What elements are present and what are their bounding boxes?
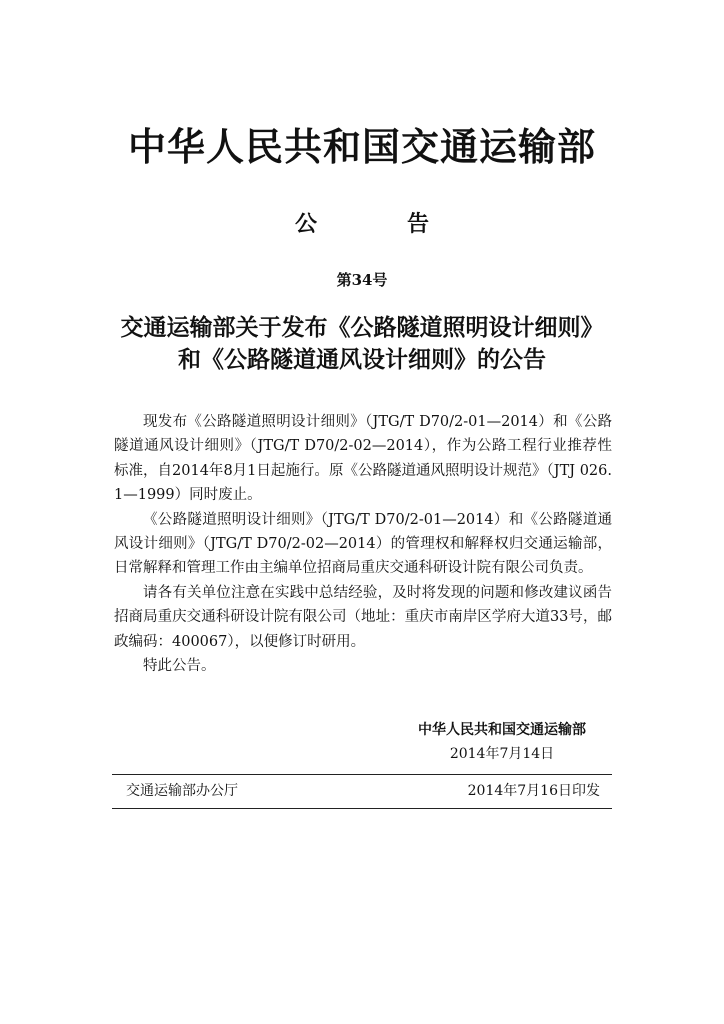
- footer-bottom-divider: [112, 808, 612, 809]
- body-paragraph-3: 请各有关单位注意在实践中总结经验，及时将发现的问题和修改建议函告招商局重庆交通科研设计院有限公司（地址：重庆市南岸区学府大道33号，邮政编码：400067），以便修订时研用。: [114, 584, 612, 650]
- document-type: 公告: [294, 211, 519, 237]
- body-paragraph-4: 特此公告。: [143, 658, 216, 675]
- announcement-title: [0, 312, 724, 376]
- document-number: 第34号: [336, 271, 388, 289]
- signature-block: [418, 718, 586, 766]
- ministry-name: 中华人民共和国交通运输部: [127, 124, 596, 169]
- signature-date: 2014年7月14日: [449, 746, 555, 762]
- footer-top-divider: [112, 774, 612, 775]
- title-line-2: 和《公路隧道通风设计细则》的公告: [178, 346, 546, 373]
- title-line-1: 交通运输部关于发布《公路隧道照明设计细则》: [120, 314, 604, 341]
- body-paragraph-1: 现发布《公路隧道照明设计细则》（JTG/T D70/2-01—2014）和《公路隧道通风设计细则》（JTG/T D70/2-02—2014），作为公路工程行业推荐性标准，自2014年8月1日起施行。原《公路隧道通风照明设计规范》（JTJ 026. 1—1999）同时废止。: [114, 414, 612, 504]
- footer-print-date: 2014年7月16日印发: [467, 783, 600, 799]
- body-paragraph-2: 《公路隧道照明设计细则》（JTG/T D70/2-01—2014）和《公路隧道通风设计细则》（JTG/T D70/2-02—2014）的管理权和解释权归交通运输部，日常解释和管理工作由主编单位招商局重庆交通科研设计院有限公司负责。: [114, 511, 612, 577]
- signature-organization: 中华人民共和国交通运输部: [418, 722, 586, 738]
- footer-issuer: 交通运输部办公厅: [126, 783, 238, 799]
- announcement-body: [114, 410, 612, 678]
